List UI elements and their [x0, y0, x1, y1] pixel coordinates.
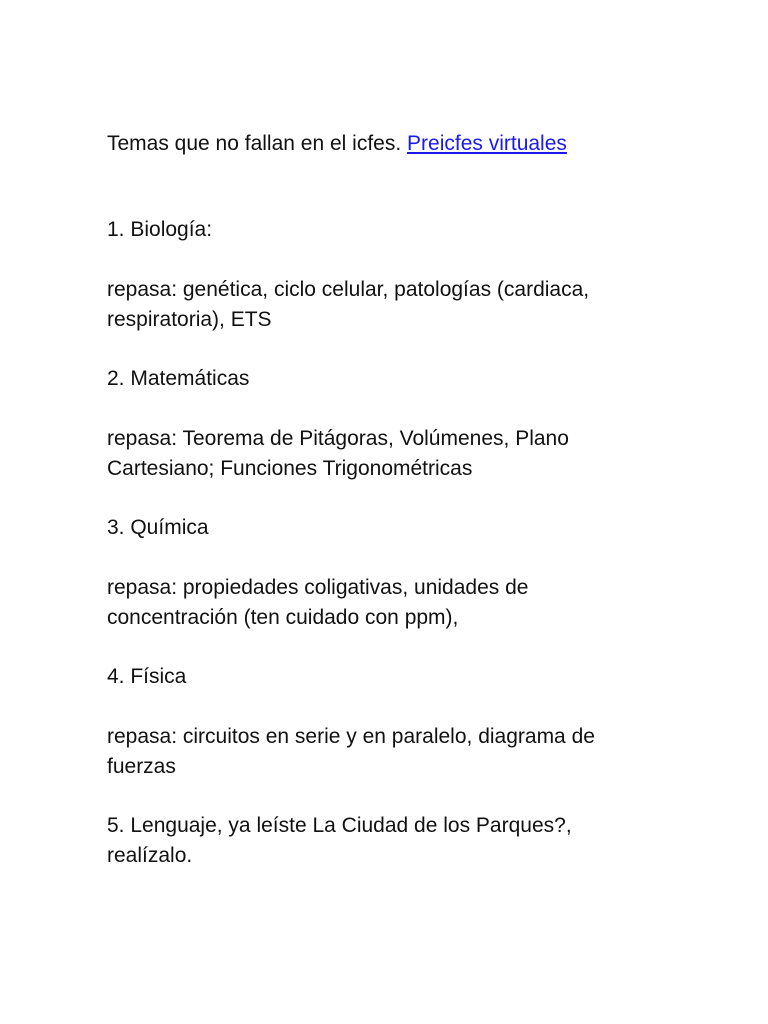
section-heading-matematicas: 2. Matemáticas: [107, 367, 250, 390]
section-text-fisica-2: fuerzas: [107, 755, 176, 778]
section-text-fisica-1: repasa: circuitos en serie y en paralelo, diagrama de: [107, 725, 595, 748]
section-text-matematicas-1: repasa: Teorema de Pitágoras, Volúmenes, Plano: [107, 427, 569, 450]
section-text-matematicas-2: Cartesiano; Funciones Trigonométricas: [107, 457, 473, 480]
preicfes-virtuales-link[interactable]: Preicfes virtuales: [407, 132, 567, 155]
closing-text-2: realízalo.: [107, 844, 193, 867]
section-text-quimica-2: concentración (ten cuidado con ppm),: [107, 606, 459, 629]
section-text-biologia-2: respiratoria), ETS: [107, 308, 272, 331]
intro-text: Temas que no fallan en el icfes.: [107, 132, 408, 155]
section-heading-quimica: 3. Química: [107, 516, 209, 539]
intro-line: [107, 129, 567, 159]
section-text-biologia-1: repasa: genética, ciclo celular, patologías (cardiaca,: [107, 278, 590, 301]
section-text-quimica-1: repasa: propiedades coligativas, unidades de: [107, 576, 529, 599]
section-heading-biologia: 1. Biología:: [107, 218, 213, 241]
closing-text-1: 5. Lenguaje, ya leíste La Ciudad de los Parques?,: [107, 814, 572, 837]
section-heading-fisica: 4. Física: [107, 665, 187, 688]
